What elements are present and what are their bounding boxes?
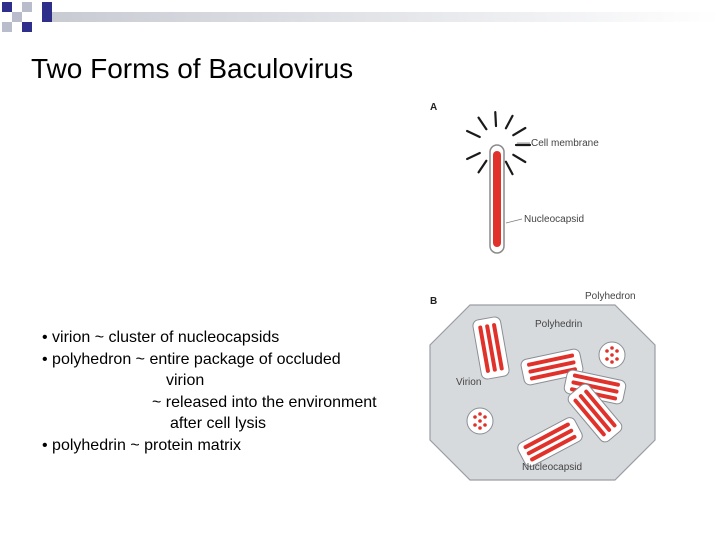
nucleocapsid-dot	[615, 349, 619, 353]
bullet-polyhedrin: • polyhedrin ~ protein matrix	[42, 436, 242, 454]
bullet-released-cont: after cell lysis	[170, 415, 267, 432]
nucleocapsid-dot	[483, 415, 487, 419]
decor-square	[42, 2, 52, 12]
nucleocapsid-dot	[478, 426, 482, 430]
decor-square	[2, 22, 12, 32]
membrane-ray	[479, 118, 487, 130]
panel-a-letter: A	[430, 102, 438, 113]
nucleocapsid-dot	[483, 423, 487, 427]
bullet-polyhedron: • polyhedron ~ entire package of occluded	[42, 350, 341, 368]
membrane-ray	[495, 112, 496, 126]
label-cell-membrane: Cell membrane	[531, 138, 599, 149]
nucleocapsid-dot	[610, 346, 614, 350]
label-nucleocapsid-b: Nucleocapsid	[522, 462, 583, 473]
nucleocapsid-dot	[478, 419, 482, 423]
panel-b-letter: B	[430, 296, 438, 307]
bullet-released: ~ released into the environment	[152, 393, 377, 411]
decor-square	[2, 2, 12, 12]
leader-line	[506, 219, 522, 223]
membrane-ray	[513, 128, 525, 135]
decor-square	[22, 2, 32, 12]
nucleocapsid-dot	[605, 349, 609, 353]
membrane-ray	[506, 116, 513, 128]
membrane-ray	[513, 155, 525, 162]
nucleocapsid-dot	[605, 357, 609, 361]
nucleocapsid-dot	[473, 423, 477, 427]
decor-square	[22, 22, 32, 32]
nucleocapsid-dot	[610, 353, 614, 357]
decor-square	[42, 12, 52, 22]
nucleocapsid-dot	[473, 415, 477, 419]
page-title: Two Forms of Baculovirus	[31, 53, 354, 84]
membrane-ray	[467, 131, 480, 137]
label-nucleocapsid-a: Nucleocapsid	[524, 214, 585, 225]
label-polyhedrin: Polyhedrin	[535, 319, 583, 330]
label-polyhedron: Polyhedron	[585, 291, 636, 302]
nucleocapsid-dot	[615, 357, 619, 361]
baculovirus-figure	[420, 95, 660, 490]
decor-square	[12, 12, 22, 22]
bullet-polyhedron-cont: virion	[166, 372, 205, 389]
budded-nucleocapsid	[493, 151, 501, 247]
corner-decoration	[0, 0, 720, 60]
nucleocapsid-dot	[478, 412, 482, 416]
decor-bar	[52, 12, 720, 22]
membrane-ray	[506, 162, 513, 174]
label-virion: Virion	[456, 377, 482, 388]
membrane-ray	[479, 161, 487, 173]
bullet-list	[42, 327, 377, 456]
bullet-virion: • virion ~ cluster of nucleocapsids	[42, 329, 280, 346]
nucleocapsid-dot	[610, 360, 614, 364]
membrane-ray	[467, 153, 480, 159]
